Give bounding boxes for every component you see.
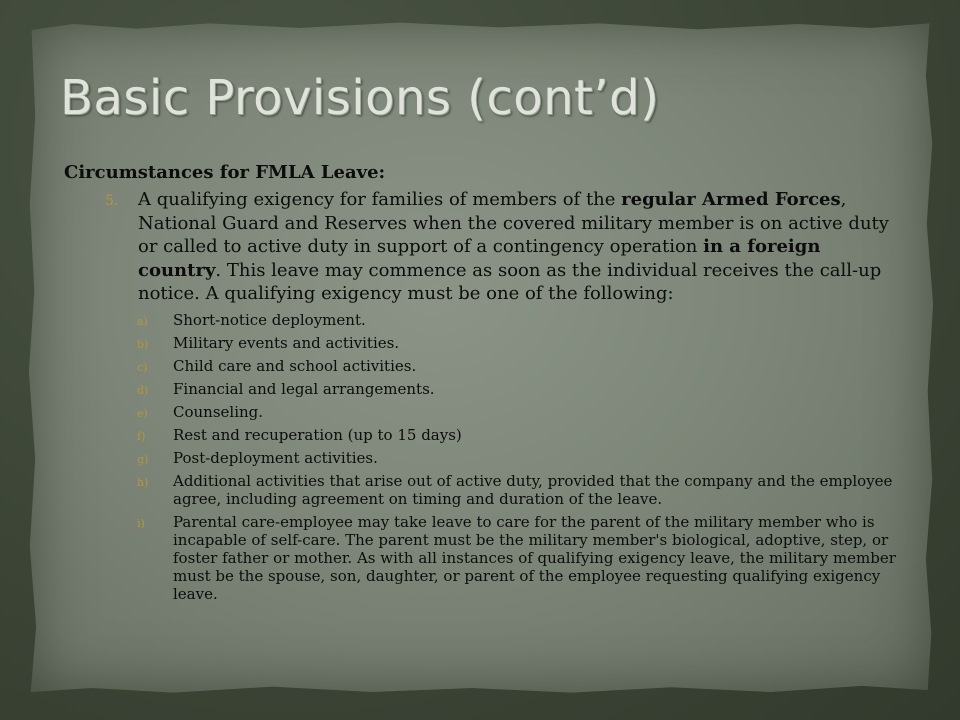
list-item — [64, 357, 904, 375]
list-marker: c) — [137, 360, 148, 374]
item-text-a: A qualifying exigency for families of members of the — [138, 189, 622, 210]
list-marker: f) — [137, 429, 146, 443]
list-item-text: Short-notice deployment. — [173, 310, 366, 329]
list-item — [64, 334, 904, 352]
list-item — [64, 472, 904, 508]
list-item-text: Parental care-employee may take leave to care for the parent of the military member who is incapable of self-care. The parent must be the military member's biological, adoptive, step, or foster father or mother. As with all instances of qualifying exigency leave, the military member must be the spouse, son, daughter, or parent of the employee requesting qualifying exigency leave. — [173, 512, 896, 603]
list-item — [64, 380, 904, 398]
list-marker: g) — [137, 452, 149, 466]
list-item-text: Post-deployment activities. — [173, 448, 378, 467]
item-text-b: , National Guard and Reserves when the covered military member is on active duty or called to active duty in support of a contingency operation — [138, 189, 889, 257]
list-item — [64, 426, 904, 444]
section-heading: Circumstances for FMLA Leave: — [64, 162, 386, 183]
list-marker: i) — [137, 516, 145, 530]
item-text-c: . This leave may commence as soon as the individual receives the call-up notice. A qualifying exigency must be one of the following: — [138, 259, 882, 304]
list-marker: h) — [137, 475, 149, 489]
item-bold-b: in a foreign country — [138, 236, 821, 281]
list-item-text: Counseling. — [173, 402, 264, 421]
list-marker: e) — [137, 406, 148, 420]
list-item-5 — [64, 188, 904, 306]
list-item — [64, 403, 904, 421]
slide-body — [64, 160, 904, 608]
list-item — [64, 449, 904, 467]
exigency-list — [64, 311, 904, 603]
slide-title: Basic Provisions (cont’d) — [60, 70, 660, 126]
list-marker: a) — [137, 314, 148, 328]
list-item — [64, 311, 904, 329]
list-item-text: Financial and legal arrangements. — [173, 379, 435, 398]
item-bold-a: regular Armed Forces — [621, 189, 841, 210]
list-item-text: Child care and school activities. — [173, 356, 417, 375]
list-item-text: Rest and recuperation (up to 15 days) — [173, 425, 462, 444]
list-marker: b) — [137, 337, 149, 351]
list-number: 5. — [105, 193, 119, 209]
list-marker: d) — [137, 383, 149, 397]
list-item-text: Military events and activities. — [173, 333, 400, 352]
list-item-text: Additional activities that arise out of active duty, provided that the company and the employee agree, including agreement on timing and duration of the leave. — [173, 471, 893, 508]
list-item — [64, 513, 904, 603]
